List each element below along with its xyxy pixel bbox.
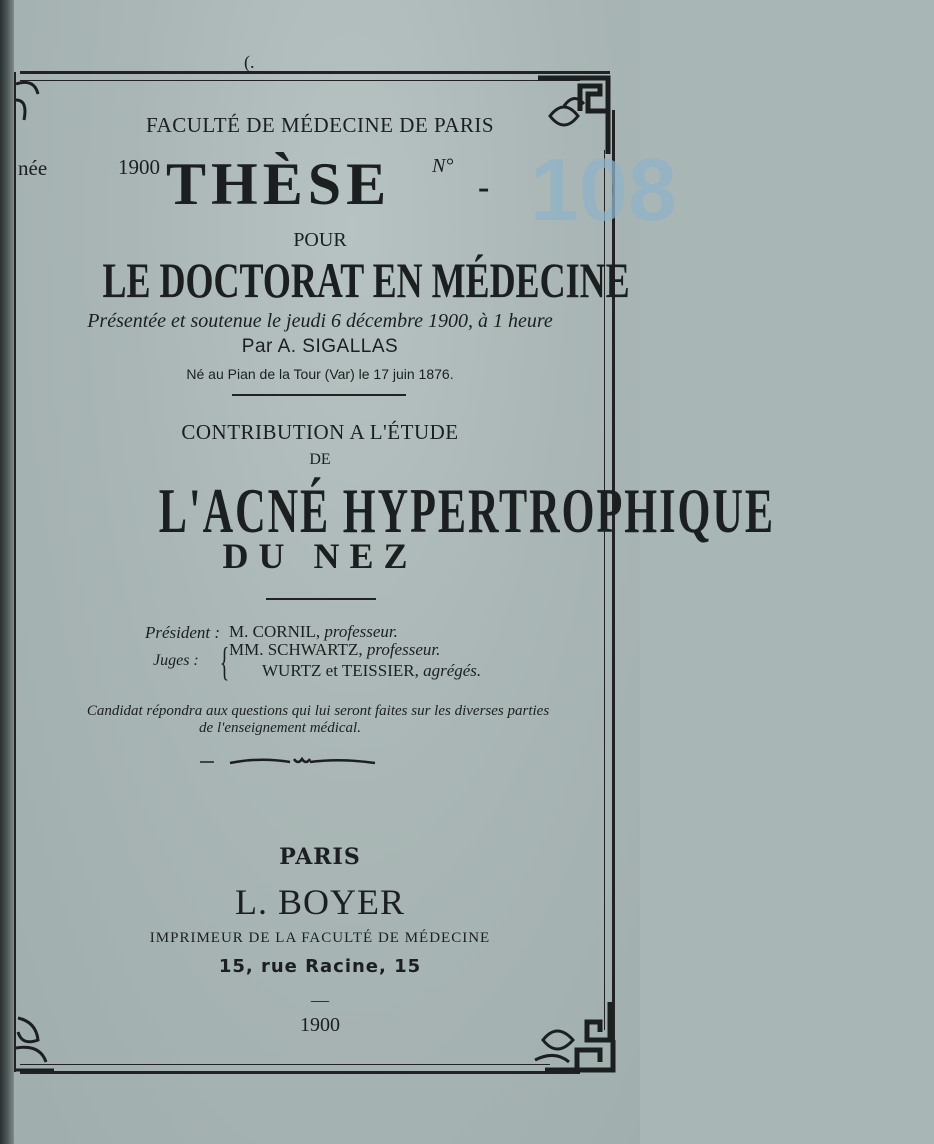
president-name: M. CORNIL,	[229, 622, 325, 641]
juges-label: Juges :	[153, 652, 199, 669]
doctorat-text: LE DOCTORAT EN MÉDECINE	[102, 252, 630, 308]
pour-label: POUR	[293, 229, 347, 251]
top-border-line-inner	[20, 80, 580, 81]
city-label: PARIS	[279, 844, 361, 870]
contribution-line: CONTRIBUTION A L'ÉTUDE	[181, 420, 459, 444]
number-label: N°	[432, 155, 454, 177]
juge2-name: WURTZ et TEISSIER,	[262, 661, 424, 680]
doctorat-heading	[0, 252, 640, 308]
juge1-name: MM. SCHWARTZ,	[229, 640, 367, 659]
president-label: Président :	[145, 623, 221, 642]
printer-address: 15, rue Racine, 15	[218, 956, 422, 977]
juge2-line	[262, 661, 481, 681]
bottom-border-line	[20, 1071, 580, 1074]
these-heading: THÈSE	[166, 151, 392, 217]
number-dash: -	[478, 169, 490, 206]
top-mark: (.	[244, 52, 255, 72]
president-value	[229, 622, 398, 642]
de-line: DE	[309, 451, 331, 468]
juge1-role: professeur.	[366, 640, 441, 659]
author-line: Par A. SIGALLAS	[241, 336, 399, 357]
printer-name: L. BOYER	[235, 882, 405, 922]
number-stamp: 108	[530, 140, 677, 239]
annee-fragment: née	[18, 156, 48, 180]
sub-title: DU NEZ	[222, 536, 418, 576]
presented-line: Présentée et soutenue le jeudi 6 décembre 1900, à 1 heure	[87, 310, 553, 332]
juge1-line	[229, 640, 440, 660]
birth-line: Né au Pian de la Tour (Var) le 17 juin 1876.	[186, 366, 454, 382]
bottom-dash: —	[311, 990, 329, 1010]
top-border-line	[20, 71, 610, 74]
candidat-line-1: Candidat répondra aux questions qui lui seront faites sur les diverses parties	[86, 703, 550, 719]
printer-role: IMPRIMEUR DE LA FACULTÉ DE MÉDECINE	[149, 930, 491, 946]
juges-brace: {	[219, 639, 230, 684]
divider-rule-1	[232, 394, 406, 396]
main-title-text: L'ACNÉ HYPERTROPHIQUE	[158, 475, 775, 546]
divider-rule-2	[266, 598, 376, 600]
candidat-line-2: de l'enseignement médical.	[199, 720, 361, 736]
bottom-border-line-inner	[20, 1064, 550, 1065]
faculty-heading: FACULTÉ DE MÉDECINE DE PARIS	[145, 113, 495, 137]
year-label: 1900	[118, 155, 160, 179]
bottom-year: 1900	[300, 1014, 340, 1036]
flourish-divider-icon	[200, 755, 390, 769]
president-role: professeur.	[324, 622, 398, 641]
juge2-role: agrégés.	[423, 661, 482, 680]
